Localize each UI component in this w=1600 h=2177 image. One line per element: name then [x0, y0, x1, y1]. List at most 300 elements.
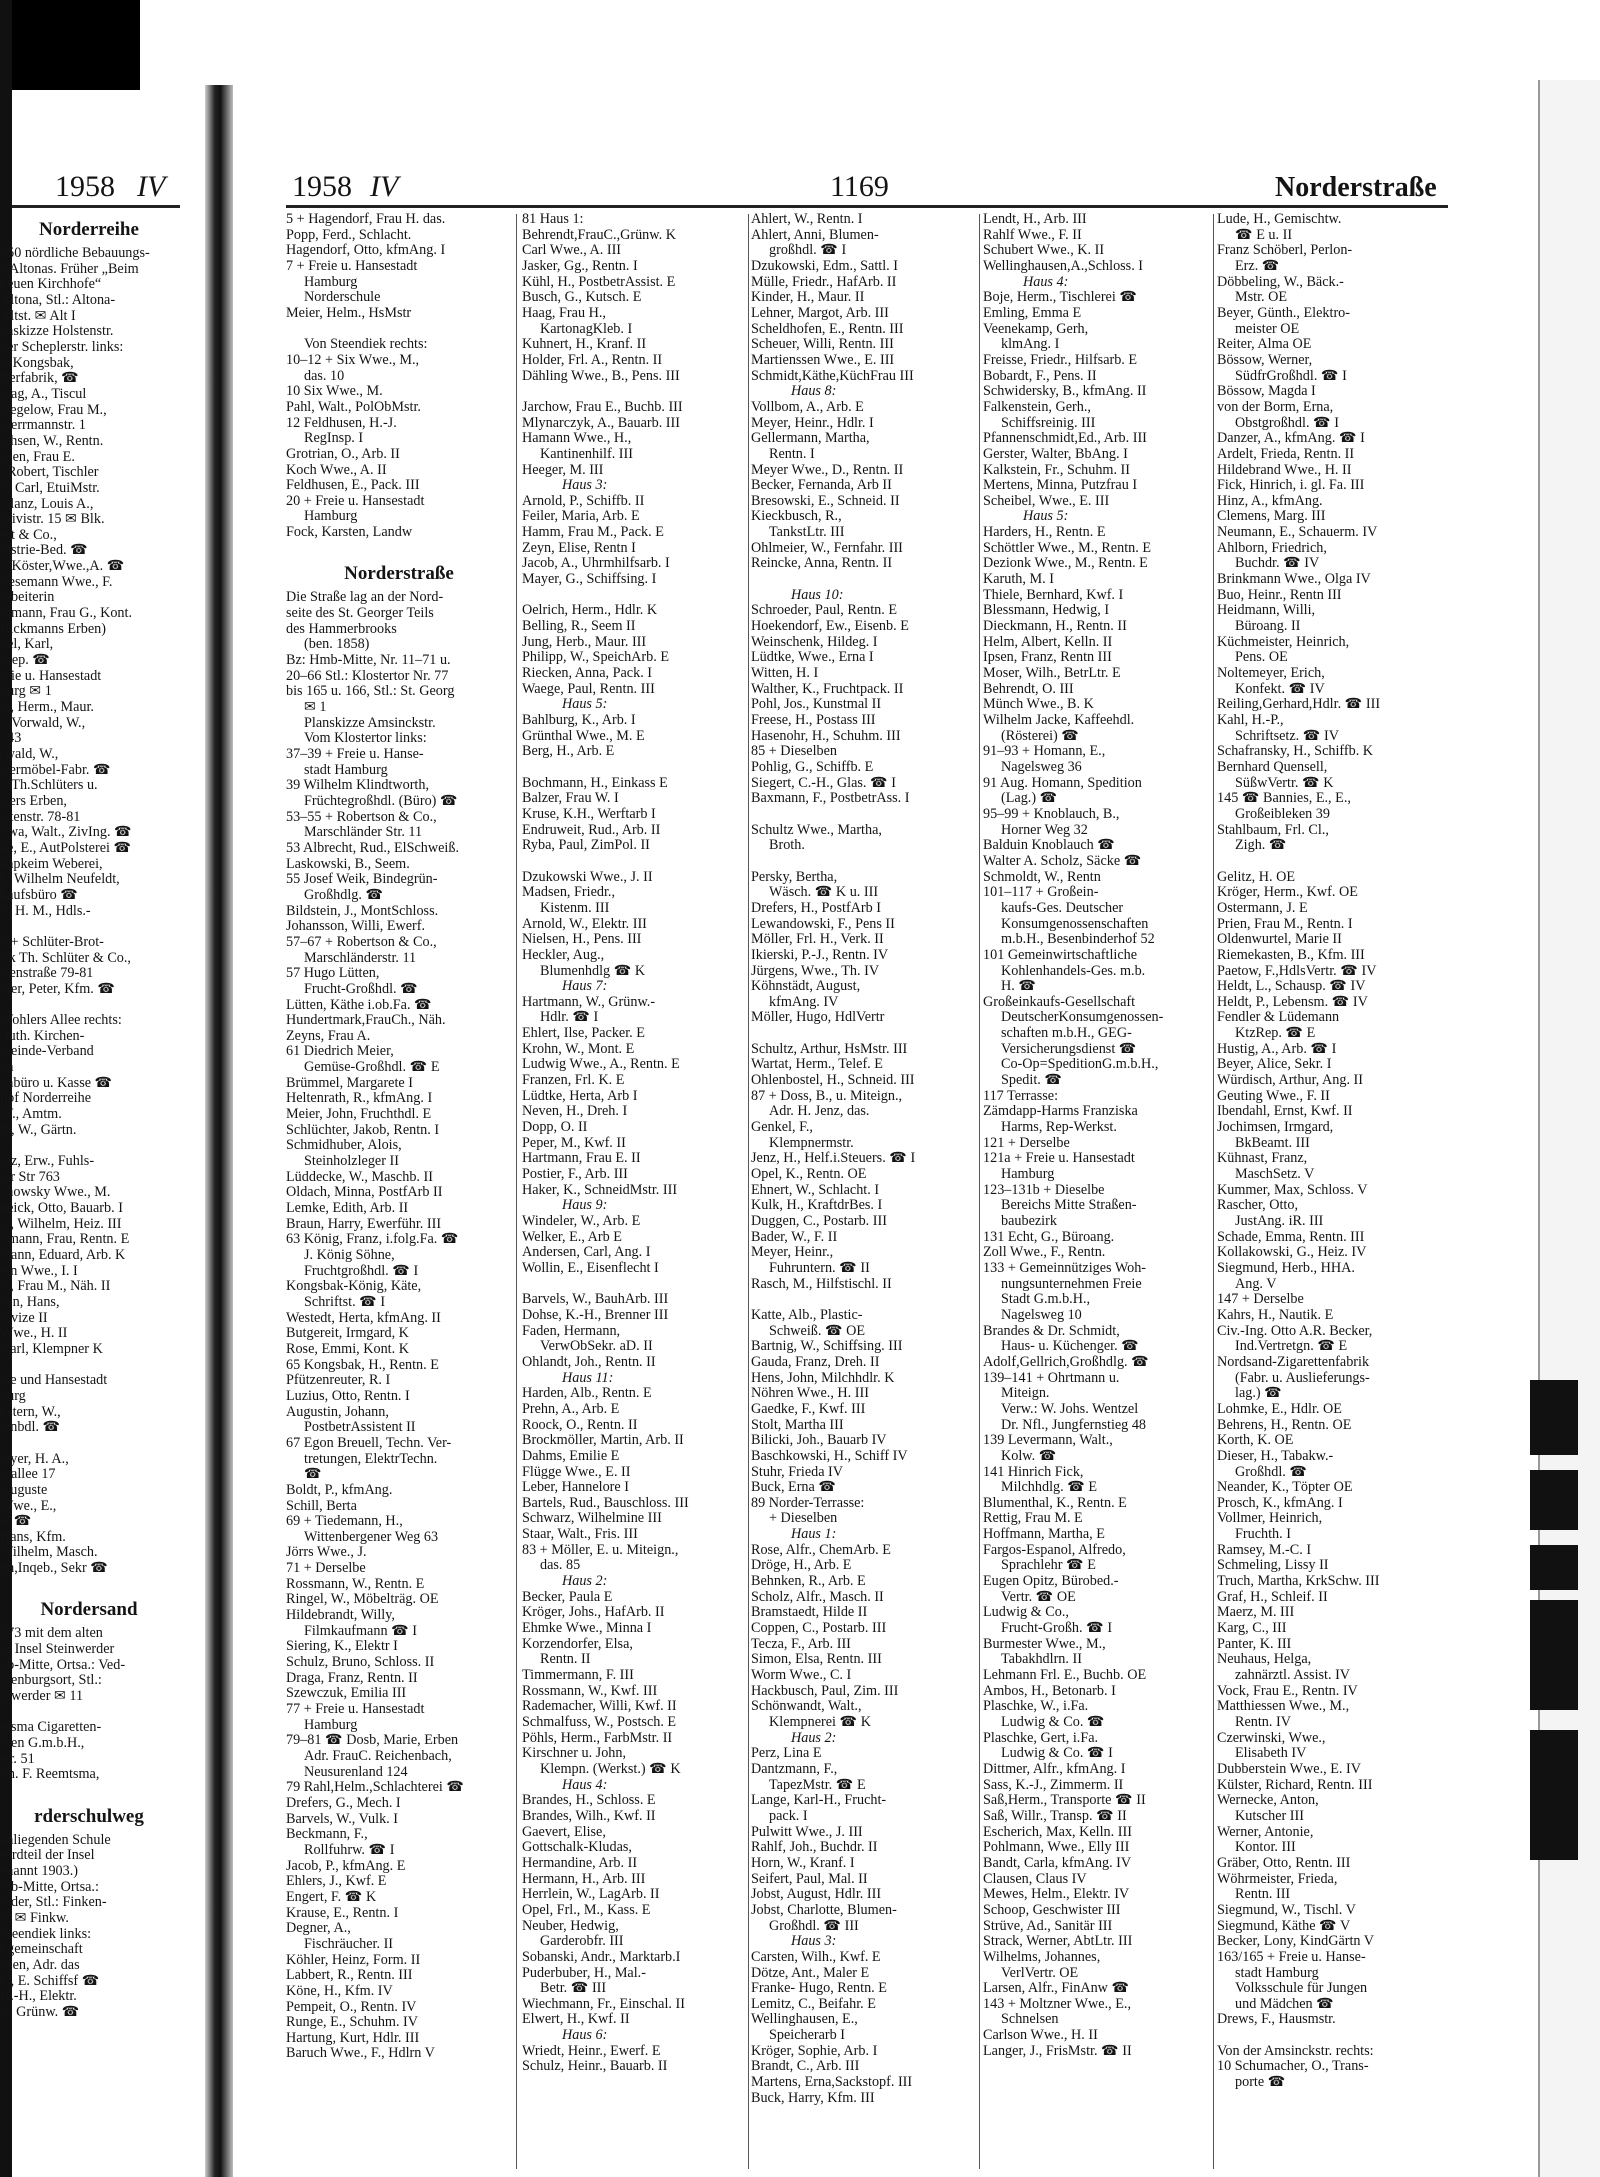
directory-entry: Dopp, O. II	[522, 1120, 588, 1136]
directory-entry: Johansson, Willi, Ewerf.	[286, 919, 426, 935]
directory-entry: Gottschalk-Kludas,	[522, 1840, 632, 1856]
directory-entry: TankstLtr. III	[769, 525, 845, 541]
directory-entry: Zeyn, Elise, Rentn I	[522, 540, 636, 556]
directory-entry: PostbetrAssistent II	[304, 1420, 416, 1436]
directory-entry: Brandes, Wilh., Kwf. II	[522, 1808, 656, 1824]
directory-entry: Mülle, Friedr., HafArb. II	[751, 274, 897, 290]
directory-entry: Stahlbaum, Frl. Cl.,	[1217, 822, 1329, 838]
directory-entry: zen, Hans,	[0, 1294, 60, 1310]
directory-entry: Oldenwurtel, Marie II	[1217, 932, 1342, 948]
directory-entry: Hamm, Frau M., Pack. E	[522, 525, 664, 541]
directory-entry: Mertens, Minna, Putzfrau I	[983, 478, 1138, 494]
directory-entry: Prosch, K., kfmAng. I	[1217, 1495, 1343, 1511]
directory-entry: Graf, H., Schleif. II	[1217, 1589, 1328, 1605]
directory-entry: Adolf,Gellrich,Großhdlg. ☎	[983, 1354, 1149, 1370]
directory-entry: ngemeinschaft	[0, 1942, 83, 1958]
directory-entry: Döbbeling, W., Bäck.-	[1217, 274, 1344, 290]
directory-entry: er Insel Steinwerder	[0, 1642, 115, 1658]
directory-entry: Blumenthal, K., Rentn. E	[983, 1495, 1127, 1511]
directory-entry: Becker, Fernanda, Arb II	[751, 478, 892, 494]
directory-entry: Münch Wwe., B. K	[983, 697, 1094, 713]
directory-entry: Kantinenhilf. III	[540, 446, 633, 462]
directory-entry: Ibendahl, Ernst, Kwf. II	[1217, 1104, 1353, 1120]
directory-entry: Filmkaufmann ☎ I	[304, 1623, 418, 1639]
directory-entry: sters Erben,	[0, 793, 67, 809]
directory-entry: Planskizze Amsinckstr.	[304, 715, 436, 731]
directory-entry: meister OE	[1235, 321, 1300, 337]
directory-entry: utz, Erw., Fuhls-	[0, 1154, 95, 1170]
directory-entry: 53–55 + Robertson & Co.,	[286, 809, 437, 825]
directory-entry: nungsunternehmen Freie	[1001, 1276, 1142, 1292]
directory-entry: 83 + Möller, E. u. Miteign.,	[522, 1542, 679, 1558]
directory-entry: Mewes, Helm., Elektr. IV	[983, 1887, 1130, 1903]
directory-entry: Mayer, G., Schiffsing. I	[522, 572, 657, 588]
directory-entry: großhdl. ☎ I	[769, 243, 847, 259]
directory-entry: Norderschule	[304, 290, 381, 306]
directory-entry: Escherich, Max, Kelln. III	[983, 1824, 1132, 1840]
directory-entry: Kahrs, H., Nautik. E	[1217, 1307, 1334, 1323]
directory-entry: Jasker, Gg., Rentn. I	[522, 258, 638, 274]
directory-entry: Kutscher III	[1235, 1808, 1304, 1824]
directory-entry: (Rösterei) ☎	[1001, 728, 1079, 744]
directory-entry: Schnelsen	[1001, 2012, 1059, 2028]
directory-entry: Siering, K., Elektr I	[286, 1639, 398, 1655]
directory-entry: 20–66 Stl.: Klostertor Nr. 77	[286, 668, 449, 684]
directory-entry: Dohse, K.-H., Brenner III	[522, 1307, 669, 1323]
directory-entry: Großhdlg. ☎	[304, 887, 384, 903]
directory-entry: Sobanski, Andr., Marktarb.I	[522, 1949, 681, 1965]
directory-entry: 141 Hinrich Fick,	[983, 1464, 1084, 1480]
directory-entry	[0, 1705, 178, 1721]
directory-entry: Brockmöller, Martin, Arb. II	[522, 1433, 684, 1449]
directory-entry: 79–81 ☎ Dosb, Marie, Erben	[286, 1733, 459, 1749]
directory-entry: Lüdtke, Wwe., Erna I	[751, 650, 874, 666]
directory-entry: Barvels, W., Vulk. I	[286, 1811, 398, 1827]
directory-entry: ldmann, Frau G., Kont.	[0, 606, 133, 622]
directory-entry: 69 + Tiedemann, H.,	[286, 1514, 403, 1530]
directory-entry: Witten, H. I	[751, 666, 819, 682]
directory-entry: Braun, Harry, Ewerführ. III	[286, 1216, 442, 1232]
directory-entry: Co-Op=SpeditionG.m.b.H.,	[1001, 1057, 1159, 1073]
directory-entry: Prien, Frau M., Rentn. I	[1217, 916, 1353, 932]
directory-entry: Köne, H., Kfm. IV	[286, 1983, 393, 1999]
directory-entry: Rettig, Frau M. E	[983, 1511, 1083, 1527]
directory-entry: Küchmeister, Heinrich,	[1217, 634, 1350, 650]
directory-entry: 7 + Freie u. Hansestadt	[286, 258, 418, 274]
house-heading: Haus 4:	[1023, 274, 1069, 290]
directory-entry: Harms, Rep-Werkst.	[1001, 1120, 1117, 1136]
directory-entry: Milchhdlg. ☎ E	[1001, 1480, 1098, 1496]
column-divider	[979, 214, 980, 2169]
directory-entry: Hoffmann, Martha, E	[983, 1527, 1105, 1543]
directory-entry: Truch, Martha, KrkSchw. III	[1217, 1574, 1380, 1590]
directory-entry: Dieckmann, H., Rentn. II	[983, 619, 1127, 635]
directory-entry	[0, 1783, 178, 1799]
directory-entry: Ringel, W., Möbelträg. OE	[286, 1592, 439, 1608]
directory-entry: Koch Wwe., A. II	[286, 462, 387, 478]
directory-entry: Paetow, F.,HdlsVertr. ☎ IV	[1217, 963, 1377, 979]
directory-entry: Freisse, Friedr., Hilfsarb. E	[983, 352, 1138, 368]
directory-entry: Nöhren Wwe., H. III	[751, 1386, 869, 1402]
directory-entry: Matthiessen Wwe., M.,	[1217, 1699, 1350, 1715]
directory-entry: SüßwVertr. ☎ K	[1235, 775, 1334, 791]
directory-entry: Siegert, C.-H., Glas. ☎ I	[751, 775, 896, 791]
directory-entry: liwa, Walt., ZivIng. ☎	[0, 825, 132, 841]
directory-entry: Klempnerei ☎ K	[769, 1715, 871, 1730]
page-number: 1169	[830, 170, 889, 203]
directory-entry: . 43	[0, 731, 22, 747]
directory-entry: rordteil der Insel	[0, 1848, 95, 1864]
directory-entry: Roock, O., Rentn. II	[522, 1417, 638, 1433]
directory-entry: Dittmer, Alfr., kfmAng. I	[983, 1761, 1126, 1777]
directory-entry: Miteign.	[1001, 1386, 1050, 1402]
directory-entry: 117 Terrasse:	[983, 1088, 1059, 1104]
directory-entry: das. 85	[540, 1558, 581, 1574]
directory-entry: Scheldhofen, E., Rentn. III	[751, 321, 904, 337]
directory-entry: Schroeder, Paul, Rentn. E	[751, 603, 898, 619]
directory-entry: Ardelt, Frieda, Rentn. II	[1217, 446, 1355, 462]
directory-entry: Rascher, Otto,	[1217, 1198, 1298, 1214]
directory-entry	[286, 322, 512, 338]
directory-entry: Pens. OE	[1235, 650, 1288, 666]
directory-entry: Wäsch. ☎ K u. III	[769, 885, 879, 901]
directory-entry: Riecken, Anna, Pack. I	[522, 666, 653, 682]
directory-entry: Thiele, Bernhard, Kwf. I	[983, 587, 1124, 603]
directory-entry: Arnold, W., Elektr. III	[522, 916, 647, 932]
directory-entry: 10 Six Wwe., M.	[286, 384, 383, 400]
directory-entry: Mlynarczyk, A., Bauarb. III	[522, 415, 680, 431]
directory-entry: Neusurenland 124	[304, 1764, 408, 1780]
directory-entry: Bahlburg, K., Arb. I	[522, 713, 636, 728]
directory-entry: Schiffsreinig. III	[1001, 415, 1096, 431]
directory-entry: tz, Frau M., Näh. II	[0, 1279, 111, 1295]
directory-entry: Schmalfuss, W., Postsch. E	[522, 1715, 677, 1730]
directory-entry: Freese, H., Postass III	[751, 713, 876, 728]
directory-entry: Hermann, H., Arb. III	[522, 1871, 646, 1887]
directory-entry: Falkenstein, Gerh.,	[983, 399, 1091, 415]
directory-entry: Worm Wwe., C. I	[751, 1668, 852, 1684]
directory-entry: Bz: Hmb-Mitte, Nr. 11–71 u.	[286, 653, 451, 669]
directory-entry: Adr. FrauC. Reichenbach,	[304, 1749, 452, 1764]
directory-entry: baubezirk	[1001, 1214, 1057, 1229]
directory-entry: Franke- Hugo, Rentn. E	[751, 1981, 887, 1997]
directory-entry: Carl Wwe., A. III	[522, 243, 622, 259]
directory-entry: 147 + Derselbe	[1217, 1292, 1304, 1308]
directory-entry	[751, 1026, 977, 1042]
directory-entry: Lewandowski, F., Pens II	[751, 916, 895, 932]
directory-entry: Becker, Paula E	[522, 1589, 613, 1605]
index-tab	[1530, 1730, 1578, 1860]
directory-entry: Wernecke, Anton,	[1217, 1793, 1319, 1809]
directory-entry: Altona, Stl.: Altona-	[0, 292, 116, 308]
directory-entry: Hamburg	[304, 1717, 358, 1733]
directory-entry: 12 Feldhusen, H.-J.	[286, 415, 397, 431]
left-volume: IV	[137, 170, 166, 203]
directory-entry: Köhnstädt, August,	[751, 979, 861, 995]
directory-entry: Bartels, Rud., Bauschloss. III	[522, 1495, 689, 1511]
directory-entry: 101 Gemeinwirtschaftliche	[983, 947, 1138, 963]
directory-entry: Dantzmann, F.,	[751, 1761, 838, 1777]
directory-entry: Zigh. ☎	[1235, 838, 1287, 854]
street-header: Norderstraße	[1275, 172, 1437, 203]
directory-entry: neuen Kirchhofe“	[0, 277, 102, 293]
directory-entry: Heckler, Aug.,	[522, 947, 605, 963]
directory-entry: Horner Weg 32	[1001, 822, 1088, 838]
directory-entry: Wilhelm, Masch.	[0, 1545, 98, 1561]
directory-entry: (Fabr. u. Auslieferungs-	[1235, 1370, 1370, 1386]
directory-entry: Bernhard Quensell,	[1217, 759, 1328, 775]
directory-entry: W., Amtm.	[0, 1107, 62, 1123]
directory-entry: Becker, Lony, KindGärtn V	[1217, 1934, 1375, 1950]
directory-entry: Behrendt, O. III	[983, 681, 1074, 697]
directory-entry: lag.) ☎	[1235, 1386, 1282, 1402]
directory-entry: Krohn, W., Mont. E	[522, 1041, 635, 1057]
directory-entry: Schweiß. ☎ OE	[769, 1323, 866, 1339]
directory-entry: Reiling,Gerhard,Hdlr. ☎ III	[1217, 697, 1381, 713]
directory-entry	[0, 1436, 178, 1452]
directory-entry: Duggen, C., Postarb. III	[751, 1214, 887, 1229]
directory-entry: von der Borm, Erna,	[1217, 399, 1334, 415]
directory-entry: 10 Schumacher, O., Trans-	[1217, 2059, 1369, 2075]
directory-entry: 53 Albrecht, Rud., ElSchweiß.	[286, 840, 459, 856]
directory-entry: Rollfuhrw. ☎ I	[304, 1842, 395, 1858]
directory-entry: Neumann, E., Schauerm. IV	[1217, 525, 1378, 541]
directory-entry: Schmoldt, W., Rentn	[983, 869, 1101, 885]
directory-entry: 139–141 + Ohrtmann u.	[983, 1370, 1120, 1386]
directory-entry: Westedt, Herta, kfmAng. II	[286, 1310, 441, 1326]
directory-entry: Wilhelms, Johannes,	[983, 1949, 1101, 1965]
directory-entry: Jacob, P., kfmAng. E	[286, 1858, 406, 1874]
directory-entry: Großeinkaufs-Gesellschaft	[983, 994, 1136, 1010]
directory-entry: Draga, Franz, Rentn. II	[286, 1670, 418, 1686]
directory-entry: Lohmke, E., Hdlr. OE	[1217, 1401, 1342, 1417]
directory-entry: Staar, Walt., Fris. III	[522, 1527, 638, 1543]
directory-entry: Peper, M., Kwf. II	[522, 1135, 626, 1151]
directory-entry: Jobst, August, Hdlr. III	[751, 1887, 882, 1903]
directory-entry: Tecza, F., Arb. III	[751, 1636, 851, 1652]
directory-entry: 123–131b + Dieselbe	[983, 1182, 1105, 1198]
directory-entry: kaufsbüro ☎	[0, 887, 78, 903]
directory-entry: Früchtegroßhdl. (Büro) ☎	[304, 793, 458, 809]
directory-entry: Meier, John, Fruchthdl. E	[286, 1107, 432, 1123]
directory-entry: Heeger, M. III	[522, 462, 604, 478]
directory-entry: Fruchth. I	[1235, 1527, 1291, 1543]
directory-entry: Kulk, H., KraftdrBes. I	[751, 1198, 883, 1214]
directory-entry: Ludwig & Co. ☎ I	[1001, 1746, 1113, 1762]
directory-entry: Bader, W., F. II	[751, 1229, 838, 1245]
directory-entry: Ahlert, W., Rentn. I	[751, 212, 863, 227]
directory-entry: Lehmann Frl. E., Buchb. OE	[983, 1668, 1147, 1684]
directory-entry: Dröge, H., Arb. E	[751, 1558, 852, 1574]
directory-entry: schaften m.b.H., GEG-	[1001, 1026, 1132, 1042]
house-heading: Haus 2:	[562, 1574, 608, 1590]
directory-entry: 143 + Moltzner Wwe., E.,	[983, 1996, 1132, 2012]
directory-entry	[751, 807, 977, 823]
directory-entry: Sass, K.-J., Zimmerm. II	[983, 1777, 1124, 1793]
directory-entry: 9 + Schlüter-Brot-	[0, 934, 104, 950]
directory-entry: Schultz Wwe., Martha,	[751, 822, 882, 838]
directory-entry: Saß, Willr., Transp. ☎ II	[983, 1808, 1127, 1824]
directory-entry: Broth.	[769, 838, 805, 854]
directory-entry: Kieckbusch, R.,	[751, 509, 842, 525]
directory-entry: 91 Aug. Homann, Spedition	[983, 775, 1142, 791]
directory-entry: burg ✉ 1	[0, 684, 52, 700]
directory-entry: Kahl, H.-P.,	[1217, 713, 1284, 728]
directory-entry: Großhdl. ☎	[1235, 1464, 1308, 1480]
directory-entry	[1217, 854, 1443, 870]
directory-entry: Burmester Wwe., M.,	[983, 1636, 1106, 1652]
directory-entry: Larsen, Alfr., FinAnw ☎	[983, 1981, 1130, 1997]
directory-entry: 79 Rahl,Helm.,Schlachterei ☎	[286, 1780, 465, 1796]
directory-entry: Buo, Heinr., Rentn III	[1217, 587, 1342, 603]
directory-entry: ☎ E u. II	[1235, 227, 1293, 243]
directory-column-3	[751, 212, 977, 2172]
directory-entry: Rademacher, Willi, Kwf. II	[522, 1699, 677, 1715]
directory-entry: Strüve, Ad., Sanitär III	[983, 1918, 1113, 1934]
directory-entry: Schade, Emma, Rentn. III	[1217, 1229, 1365, 1245]
directory-entry: w ☎	[0, 1514, 32, 1530]
directory-entry: Boje, Herm., Tischlerei ☎	[983, 290, 1138, 306]
directory-entry: Wwe., H. II	[0, 1326, 68, 1342]
directory-entry: Endruweit, Rud., Arb. II	[522, 822, 661, 838]
directory-entry: Möller, Frl. H., Verk. II	[751, 932, 884, 948]
directory-entry: m.b.H., Besenbinderhof 52	[1001, 932, 1155, 948]
directory-entry: Gaevert, Elise,	[522, 1824, 606, 1840]
directory-entry: Sprachlehr ☎ E	[1001, 1558, 1096, 1574]
directory-entry: reie u. Hansestadt	[0, 668, 102, 684]
directory-entry: th, W., Gärtn.	[0, 1122, 77, 1138]
directory-entry: 873 mit dem alten	[0, 1626, 103, 1642]
directory-entry: Hartmann, W., Grünw.-	[522, 994, 656, 1010]
directory-entry: Bilicki, Joh., Bauarb IV	[751, 1433, 887, 1449]
directory-entry: Busch, G., Kutsch. E	[522, 290, 642, 306]
directory-entry: Külster, Richard, Rentn. III	[1217, 1777, 1373, 1793]
directory-entry: Butgereit, Irmgard, K	[286, 1326, 409, 1342]
directory-entry: Heidmann, Willi,	[1217, 603, 1316, 619]
directory-entry: Herrlein, W., LagArb. II	[522, 1887, 660, 1903]
directory-entry: Hinz, A., kfmAng.	[1217, 493, 1323, 509]
house-heading: Haus 7:	[562, 979, 608, 995]
directory-entry: Ludwig & Co. ☎	[1001, 1715, 1105, 1730]
directory-entry: Puderbuber, H., Mal.-	[522, 1965, 646, 1981]
directory-entry: Veenekamp, Gerh,	[983, 321, 1089, 337]
directory-entry: Steendiek links:	[0, 1926, 92, 1942]
directory-entry: Versicherungsdienst ☎	[1001, 1041, 1137, 1057]
directory-entry	[1217, 2028, 1443, 2044]
directory-entry: ke, E., AutPolsterei ☎	[0, 840, 132, 856]
directory-entry: Schwarz, Wilhelmine III	[522, 1511, 662, 1527]
directory-entry: MaschSetz. V	[1235, 1167, 1315, 1183]
directory-entry: Persky, Bertha,	[751, 869, 838, 885]
directory-entry: kfmAng. IV	[769, 994, 839, 1010]
directory-entry: Schubert Wwe., K. II	[983, 243, 1105, 259]
directory-entry: Postier, F., Arb. III	[522, 1167, 628, 1183]
directory-entry: Kröger, Herm., Kwf. OE	[1217, 885, 1358, 901]
directory-entry: Neven, H., Dreh. I	[522, 1104, 628, 1120]
directory-entry: Rahlf Wwe., F. II	[983, 227, 1082, 243]
directory-entry: Pohlig, G., Schiffb. E	[751, 759, 874, 775]
directory-entry: Ryba, Paul, ZimPol. II	[522, 838, 650, 854]
directory-entry: Andersen, Carl, Ang. I	[522, 1245, 651, 1261]
directory-entry: Ehmke Wwe., Minna I	[522, 1621, 652, 1637]
directory-entry: 91–93 + Homann, E.,	[983, 744, 1106, 760]
directory-entry: anliegenden Schule	[0, 1832, 111, 1848]
directory-entry: Rose, Emmi, Kont. K	[286, 1341, 409, 1357]
directory-entry: Heltenrath, R., kfmAng. I	[286, 1091, 433, 1107]
directory-entry: Haus- u. Küchenger. ☎	[1001, 1339, 1139, 1355]
directory-entry: Fargos-Espanol, Alfredo,	[983, 1542, 1126, 1558]
directory-entry: Ludwig & Co.,	[983, 1605, 1069, 1621]
directory-entry: Popp, Ferd., Schlacht.	[286, 227, 412, 243]
index-tab	[1530, 1600, 1578, 1710]
directory-entry: J., Grünw. ☎	[0, 2004, 80, 2020]
directory-entry: Langer, J., FrisMstr. ☎ II	[983, 2043, 1132, 2059]
directory-entry: KtzRep. ☎ E	[1235, 1026, 1316, 1042]
directory-entry: orep. ☎	[0, 653, 50, 669]
directory-entry: str. 51	[0, 1751, 35, 1767]
directory-entry: Schlüchter, Jakob, Rentn. I	[286, 1122, 440, 1138]
directory-entry: Schafransky, H., Schiffb. K	[1217, 744, 1374, 760]
directory-entry: h. Wilhelm Neufeldt,	[0, 872, 120, 888]
directory-entry: Carlson Wwe., H. II	[983, 2028, 1098, 2044]
directory-entry: Berg, H., Arb. E	[522, 744, 615, 760]
directory-entry: Ipsen, Franz, Rentn III	[983, 650, 1112, 666]
directory-entry: Vock, Frau E., Rentn. IV	[1217, 1683, 1358, 1699]
directory-entry: Zämdapp-Harms Franziska	[983, 1104, 1138, 1120]
directory-entry: Clemens, Marg. III	[1217, 509, 1326, 525]
directory-entry: Strack, Werner, AbtLtr. III	[983, 1934, 1133, 1950]
directory-entry: Holder, Frl. A., Rentn. II	[522, 352, 663, 368]
directory-entry: Wiechmann, Fr., Einschal. II	[522, 1996, 685, 2012]
directory-entry: Ohlandt, Joh., Rentn. II	[522, 1354, 656, 1370]
directory-entry: leyer, H. A.,	[0, 1451, 69, 1467]
directory-entry: 20 + Freie u. Hansestadt	[286, 493, 425, 509]
directory-entry: Ikierski, P.-J., Rentn. IV	[751, 947, 889, 963]
directory-entry: Elwert, H., Kwf. II	[522, 2012, 630, 2028]
directory-entry: neick, Otto, Bauarb. I	[0, 1201, 123, 1217]
directory-entry: anskizze Holstenstr.	[0, 324, 114, 340]
directory-entry: Dieser, H., Tabakw.-	[1217, 1448, 1334, 1464]
directory-entry: Welker, E., Arb E	[522, 1229, 622, 1245]
house-heading: Haus 3:	[791, 1934, 837, 1950]
directory-entry: Grünthal Wwe., M. E	[522, 728, 645, 744]
directory-entry: lt, H. M., Hdls.-	[0, 903, 91, 919]
directory-entry: Wellinghausen, E.,	[751, 2012, 858, 2028]
directory-entry: Frucht-Großh. ☎ I	[1001, 1621, 1113, 1637]
directory-entry: Zoll Wwe., F., Rentn.	[983, 1245, 1106, 1261]
directory-entry: Kühl, H., PostbetrAssist. E	[522, 274, 676, 290]
directory-entry: Coppen, C., Postarb. III	[751, 1621, 887, 1637]
directory-entry: Franzen, Frl. K. E	[522, 1073, 625, 1089]
directory-entry: 10–12 + Six Wwe., M.,	[286, 352, 420, 368]
directory-entry: Lemitz, C., Beifahr. E	[751, 1996, 876, 2012]
directory-entry: KartonagKleb. I	[540, 321, 633, 337]
directory-entry: Ehlers, J., Kwf. E	[286, 1874, 387, 1890]
directory-entry: Volksschule für Jungen	[1235, 1981, 1368, 1997]
directory-entry: Lendt, H., Arb. III	[983, 212, 1087, 227]
directory-entry: Clausen, Claus IV	[983, 1871, 1087, 1887]
directory-entry: nsen, Frau E.	[0, 449, 75, 465]
directory-entry: Harders, H., Rentn. E	[983, 525, 1106, 541]
directory-entry: Schulz, Heinr., Bauarb. II	[522, 2059, 668, 2075]
directory-entry: Lange, Karl-H., Frucht-	[751, 1793, 887, 1809]
directory-entry: Büroang. II	[1235, 619, 1301, 635]
house-heading: Haus 3:	[562, 478, 608, 494]
directory-entry: Gemüse-Großhdl. ☎ E	[304, 1060, 440, 1076]
directory-entry: 850 nördliche Bebauungs-	[0, 246, 150, 261]
directory-entry: Korth, K. OE	[1217, 1433, 1294, 1449]
directory-entry: Kuhnert, H., Kranf. II	[522, 337, 647, 353]
